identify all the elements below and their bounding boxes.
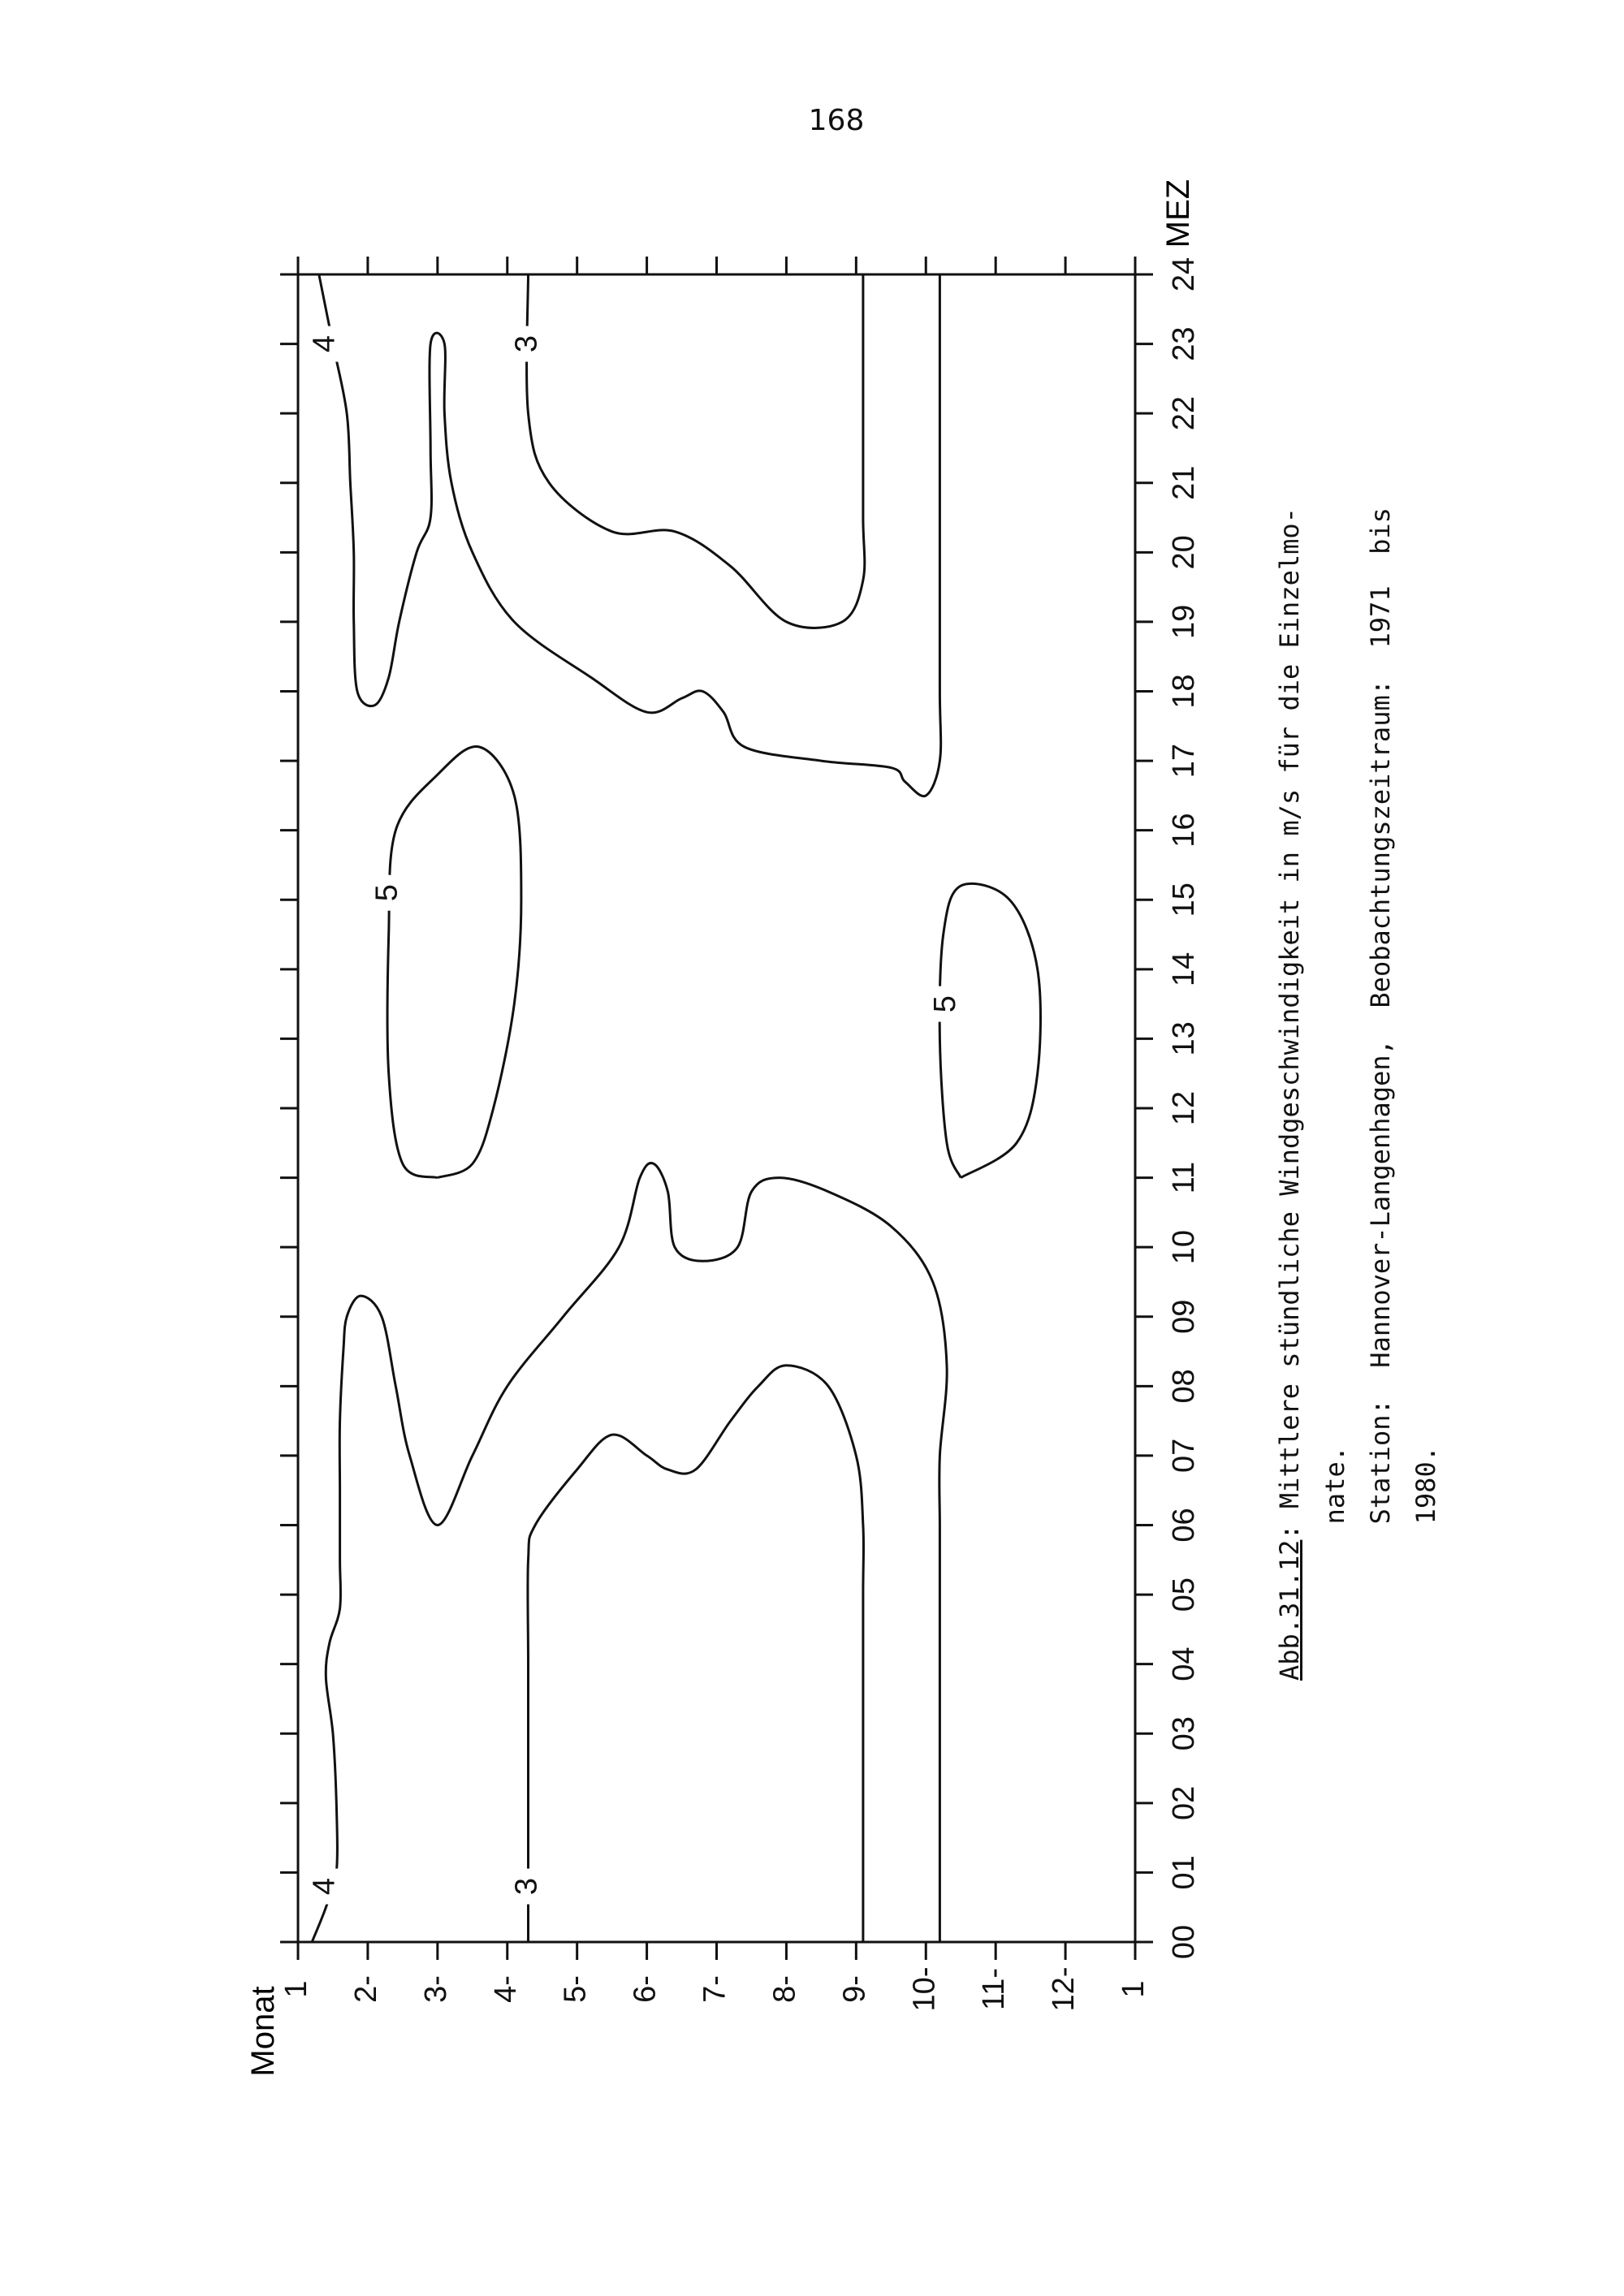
y-tick-label: 9- xyxy=(837,1975,872,2003)
x-tick-label: 12 xyxy=(1167,1090,1202,1126)
figure-caption xyxy=(1267,507,1449,1681)
x-tick-label: 14 xyxy=(1167,952,1202,986)
y-tick-label: 12- xyxy=(1047,1966,1082,2012)
contour-line-4 xyxy=(312,1163,947,1942)
x-tick-label: 09 xyxy=(1167,1299,1202,1334)
y-axis-label: Monat xyxy=(245,1986,281,2077)
figure-label: Abb.31.12 xyxy=(1274,1539,1305,1681)
x-tick-label: 13 xyxy=(1167,1021,1202,1056)
contour-line-3 xyxy=(528,1366,864,1942)
x-tick-label: 02 xyxy=(1167,1785,1202,1820)
x-tick-label: 23 xyxy=(1167,326,1202,361)
tick-marks xyxy=(280,257,1153,1960)
contour-line-4 xyxy=(319,274,941,796)
caption-line-1: : Mittlere stündliche Windgeschwindigkeit in m/s für die Einzelmo- xyxy=(1274,507,1305,1540)
page-number: 168 xyxy=(808,104,865,137)
contour-label: 3 xyxy=(509,1877,544,1896)
y-tick-label: 7- xyxy=(698,1975,732,2003)
caption-line-3 xyxy=(1365,507,1396,1681)
x-tick-label: 01 xyxy=(1167,1855,1202,1890)
x-tick-label: 15 xyxy=(1167,883,1202,917)
x-tick-label: 18 xyxy=(1167,674,1202,709)
contour-label: 4 xyxy=(307,335,342,353)
x-tick-labels xyxy=(1167,257,1201,1959)
caption-line-2-text: nate. xyxy=(1320,1446,1350,1525)
y-tick-label: 10- xyxy=(907,1966,942,2012)
y-tick-label: 6- xyxy=(628,1975,663,2003)
y-tick-label: 1 xyxy=(1116,1980,1151,1998)
x-tick-label: 10 xyxy=(1167,1230,1202,1265)
y-tick-label: 3- xyxy=(418,1975,453,2003)
x-axis-label: MEZ xyxy=(1160,179,1196,248)
y-tick-label: 8- xyxy=(767,1975,802,2003)
y-tick-labels xyxy=(279,1967,1151,2012)
x-tick-label: 24 xyxy=(1167,257,1202,292)
plot-border xyxy=(298,274,1135,1942)
x-tick-label: 17 xyxy=(1167,743,1202,779)
x-tick-label: 16 xyxy=(1167,813,1202,848)
contour-line-5 xyxy=(939,883,1040,1177)
y-tick-label: 2- xyxy=(348,1975,383,2003)
contour-label: 3 xyxy=(509,335,544,353)
caption-line-4 xyxy=(1410,1446,1441,1681)
x-tick-label: 21 xyxy=(1167,465,1202,500)
x-tick-label: 19 xyxy=(1167,604,1202,640)
x-tick-label: 03 xyxy=(1167,1716,1202,1751)
x-tick-label: 22 xyxy=(1167,396,1202,431)
caption-line-2 xyxy=(1320,1446,1350,1681)
x-tick-label: 20 xyxy=(1167,535,1202,570)
y-tick-label: 1 xyxy=(279,1980,314,1998)
caption-line-4-text: 1980. xyxy=(1410,1446,1441,1525)
contour-label: 4 xyxy=(307,1877,342,1896)
x-tick-label: 07 xyxy=(1167,1438,1202,1474)
x-tick-label: 00 xyxy=(1167,1924,1202,1960)
chart-frame xyxy=(298,274,1135,1942)
contour-line-5 xyxy=(387,746,521,1177)
contour-label: 5 xyxy=(928,995,963,1013)
x-tick-label: 05 xyxy=(1167,1577,1202,1612)
contour-lines xyxy=(312,274,1040,1942)
x-tick-label: 06 xyxy=(1167,1508,1202,1543)
contour-line-3 xyxy=(527,274,865,628)
y-tick-label: 11- xyxy=(977,1967,1012,2011)
y-tick-label: 5- xyxy=(558,1975,593,2003)
x-tick-label: 08 xyxy=(1167,1369,1202,1404)
caption-line-3-text: Station: Hannover-Langenhagen, Beobachtungszeitraum: 1971 bis xyxy=(1365,507,1396,1525)
x-tick-label: 11 xyxy=(1167,1161,1202,1194)
y-tick-label: 4- xyxy=(488,1975,523,2003)
x-tick-label: 04 xyxy=(1167,1646,1202,1681)
contour-label: 5 xyxy=(369,884,404,902)
